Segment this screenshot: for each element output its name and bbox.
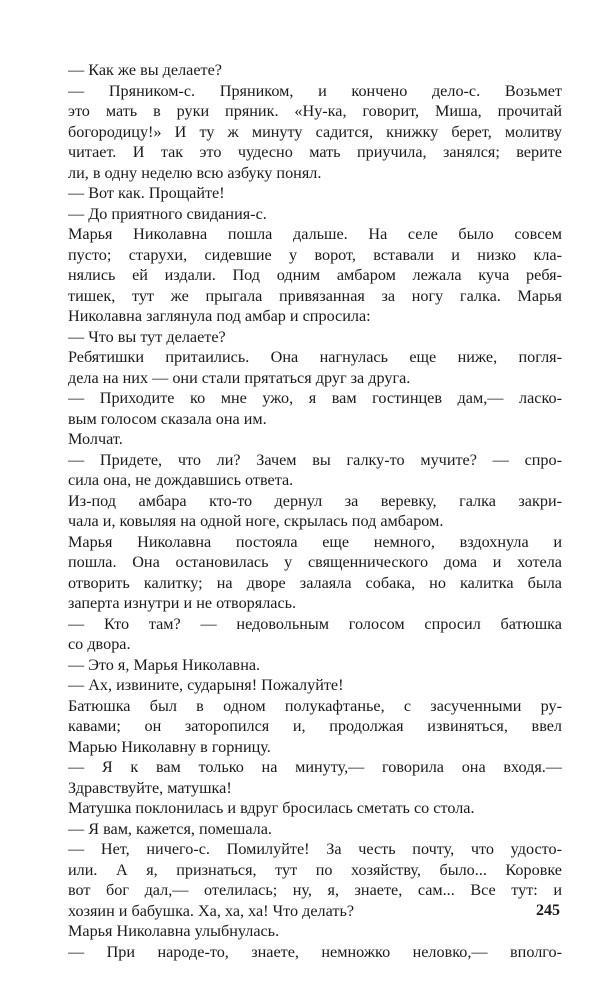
text-line: — Пряником-с. Пряником, и кончено дело-с. Возьмет xyxy=(68,81,562,100)
text-line: Николавна заглянула под амбар и спросила: xyxy=(68,307,371,325)
text-line: Ребятишки притаились. Она нагнулась еще ниже, погля- xyxy=(68,348,562,366)
text-line: вым голосом сказала она им. xyxy=(68,409,267,428)
text-line: Марья Николавна пошла дальше. На селе было совсем xyxy=(68,225,562,243)
text-line: или. А я, признаться, тут по хозяйству, было... Коровке xyxy=(68,860,562,879)
text-line: Батюшка был в одном полукафтанье, с засученными ру- xyxy=(68,696,562,715)
text-line: Марья Николавна постояла еще немного, вздохнула и xyxy=(68,532,562,551)
text-line: сила она, не дождавшись ответа. xyxy=(68,471,294,489)
text-line: — Приходите ко мне ужо, я вам гостинцев дам,— ласко- xyxy=(68,389,562,407)
text-line: — Нет, ничего-с. Помилуйте! За честь почту, что удосто- xyxy=(68,840,562,858)
text-line: — Что вы тут делаете? xyxy=(68,327,226,346)
text-line: богородицу!» И ту ж минуту садится, книжку берет, молитву xyxy=(68,122,562,141)
text-line: Из-под амбара кто-то дернул за веревку, галка закри- xyxy=(68,491,562,510)
text-line: читает. И так это чудесно мать приучила, занялся; верите xyxy=(68,143,562,161)
text-line: — До приятного свидания-с. xyxy=(68,204,267,223)
page-number: 245 xyxy=(536,902,560,919)
text-line: пусто; старухи, сидевшие у ворот, вставали и низко кла- xyxy=(68,245,562,264)
text-line: Матушка поклонилась и вдруг бросилась сметать со стола. xyxy=(68,799,475,817)
text-line: Здравствуйте, матушка! xyxy=(68,778,232,797)
text-line: Молчат. xyxy=(68,430,123,448)
text-line: — Кто там? — недовольным голосом спросил батюшка xyxy=(68,614,562,633)
text-line: чала и, ковыляя на одной ноге, скрылась под амбаром. xyxy=(68,512,444,530)
text-line: — Придете, что ли? Зачем вы галку-то мучите? — спро- xyxy=(68,450,562,469)
text-line: ли, в одну неделю всю азбуку понял. xyxy=(68,163,322,182)
text-line: — Ах, извините, сударыня! Пожалуйте! xyxy=(68,676,344,694)
text-line: пошла. Она остановилась у священнического дома и хотела xyxy=(68,553,562,571)
text-line: — Это я, Марья Николавна. xyxy=(68,655,261,674)
text-line: кавами; он заторопился и, продолжая извиняться, ввел xyxy=(68,717,562,735)
text-line: это мать в руки пряник. «Ну-ка, говорит, Миша, прочитай xyxy=(68,102,562,120)
text-line: отворить калитку; на дворе залаяла собака, но калитка была xyxy=(68,573,562,592)
text-line: нялись ей издали. Под одним амбаром лежала куча ребя- xyxy=(68,266,562,284)
text-line: — Я к вам только на минуту,— говорила она входя.— xyxy=(68,758,562,776)
text-line: Марья Николавна улыбнулась. xyxy=(68,922,280,940)
text-line: заперта изнутри и не отворялась. xyxy=(68,594,297,612)
text-line: хозяин и бабушка. Ха, ха, ха! Что делать? xyxy=(68,901,355,920)
text-line: — При народе-то, знаете, немножко неловко,— вполго- xyxy=(68,942,562,961)
text-line: вот бог дал,— отелилась; ну, я, знаете, сам... Все тут: и xyxy=(68,881,562,899)
text-line: со двора. xyxy=(68,635,131,653)
body-text xyxy=(68,60,562,962)
text-line: — Как же вы делаете? xyxy=(68,61,222,79)
text-line: — Я вам, кажется, помешала. xyxy=(68,819,272,838)
text-line: Марью Николавну в горницу. xyxy=(68,737,271,756)
text-line: — Вот как. Прощайте! xyxy=(68,184,225,202)
text-line: дела на них — они стали прятаться друг за друга. xyxy=(68,368,411,387)
text-line: тишек, тут же прыгала привязанная за ногу галка. Марья xyxy=(68,286,562,305)
